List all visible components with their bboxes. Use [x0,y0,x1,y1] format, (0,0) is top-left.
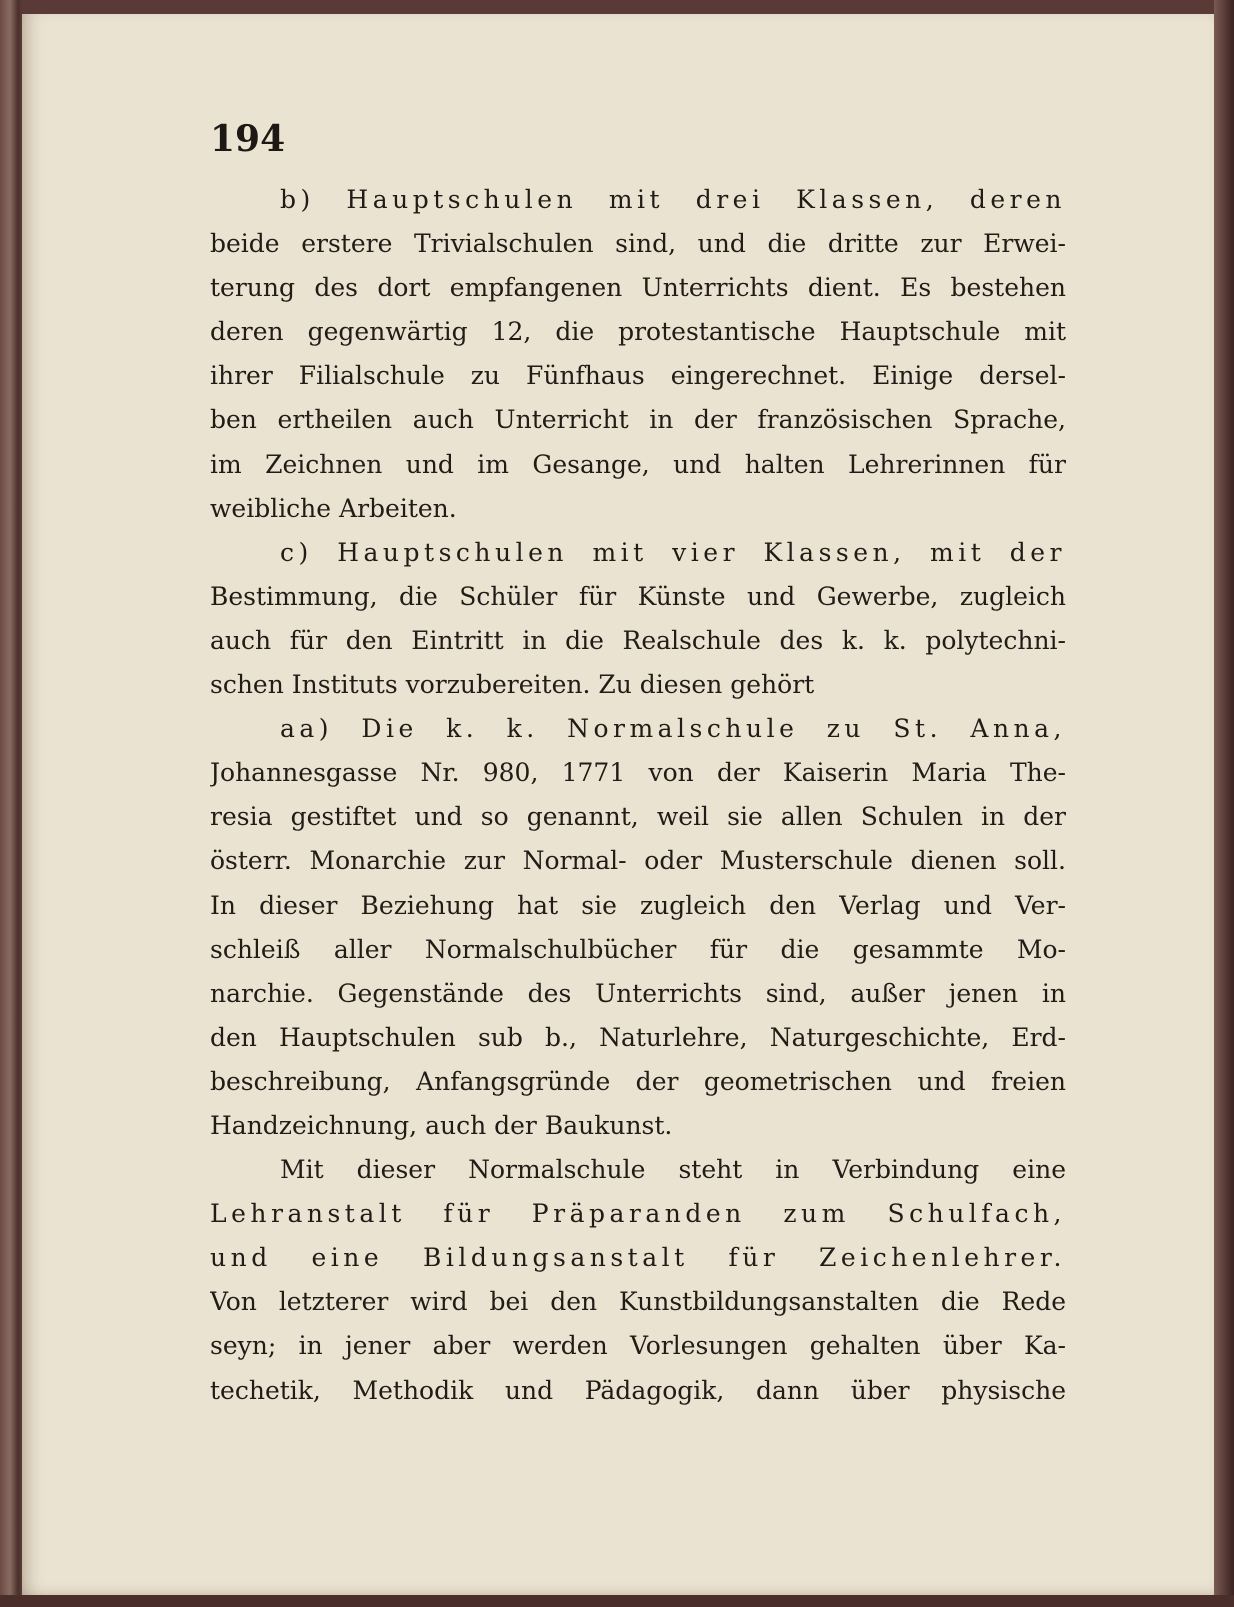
text-line: und eine Bildungsanstalt für Zeichenlehrer. [210,1243,1066,1273]
text-line: den Hauptschulen sub b., Naturlehre, Naturgeschichte, Erd- [210,1022,1066,1052]
book-edge-right [1214,0,1234,1607]
text-line: In dieser Beziehung hat sie zugleich den Verlag und Ver- [210,890,1066,920]
page-number: 194 [210,118,286,160]
text-line: ben ertheilen auch Unterricht in der französischen Sprache, [210,405,1066,435]
book-edge-bottom [0,1595,1234,1607]
body-text [210,178,1066,1413]
text-line: seyn; in jener aber werden Vorlesungen gehalten über Ka- [210,1331,1066,1361]
text-line: schleiß aller Normalschulbücher für die gesammte Mo- [210,934,1066,964]
text-line: aa) Die k. k. Normalschule zu St. Anna, [280,714,1066,744]
text-line: ihrer Filialschule zu Fünfhaus eingerechnet. Einige dersel- [210,361,1066,391]
text-line: b) Hauptschulen mit drei Klassen, deren [280,185,1066,214]
text-line: im Zeichnen und im Gesange, und halten Lehrerinnen für [210,449,1066,479]
text-line: weibliche Arbeiten. [210,493,457,523]
text-line: Lehranstalt für Präparanden zum Schulfach, [210,1199,1066,1229]
text-line: Bestimmung, die Schüler für Künste und Gewerbe, zugleich [210,581,1066,611]
text-line: resia gestiftet und so genannt, weil sie allen Schulen in der [210,802,1066,832]
text-line: schen Instituts vorzubereiten. Zu diesen gehört [210,670,815,700]
text-line: österr. Monarchie zur Normal- oder Musterschule dienen soll. [210,846,1066,876]
text-line: Mit dieser Normalschule steht in Verbindung eine [280,1155,1066,1185]
text-line: deren gegenwärtig 12, die protestantische Hauptschule mit [210,317,1066,347]
text-line: beschreibung, Anfangsgründe der geometrischen und freien [210,1066,1066,1096]
text-line: beide erstere Trivialschulen sind, und die dritte zur Erwei- [210,229,1066,259]
text-line: terung des dort empfangenen Unterrichts dient. Es bestehen [210,273,1066,303]
text-line: Johannesgasse Nr. 980, 1771 von der Kaiserin Maria The- [210,758,1066,788]
text-line: Von letzterer wird bei den Kunstbildungsanstalten die Rede [210,1287,1066,1317]
text-line: auch für den Eintritt in die Realschule des k. k. polytechni- [210,625,1066,655]
text-line: narchie. Gegenstände des Unterrichts sind, außer jenen in [210,978,1066,1008]
text-line: techetik, Methodik und Pädagogik, dann über physische [210,1375,1066,1405]
text-line: c) Hauptschulen mit vier Klassen, mit der [280,537,1066,567]
text-line: Handzeichnung, auch der Baukunst. [210,1110,673,1140]
